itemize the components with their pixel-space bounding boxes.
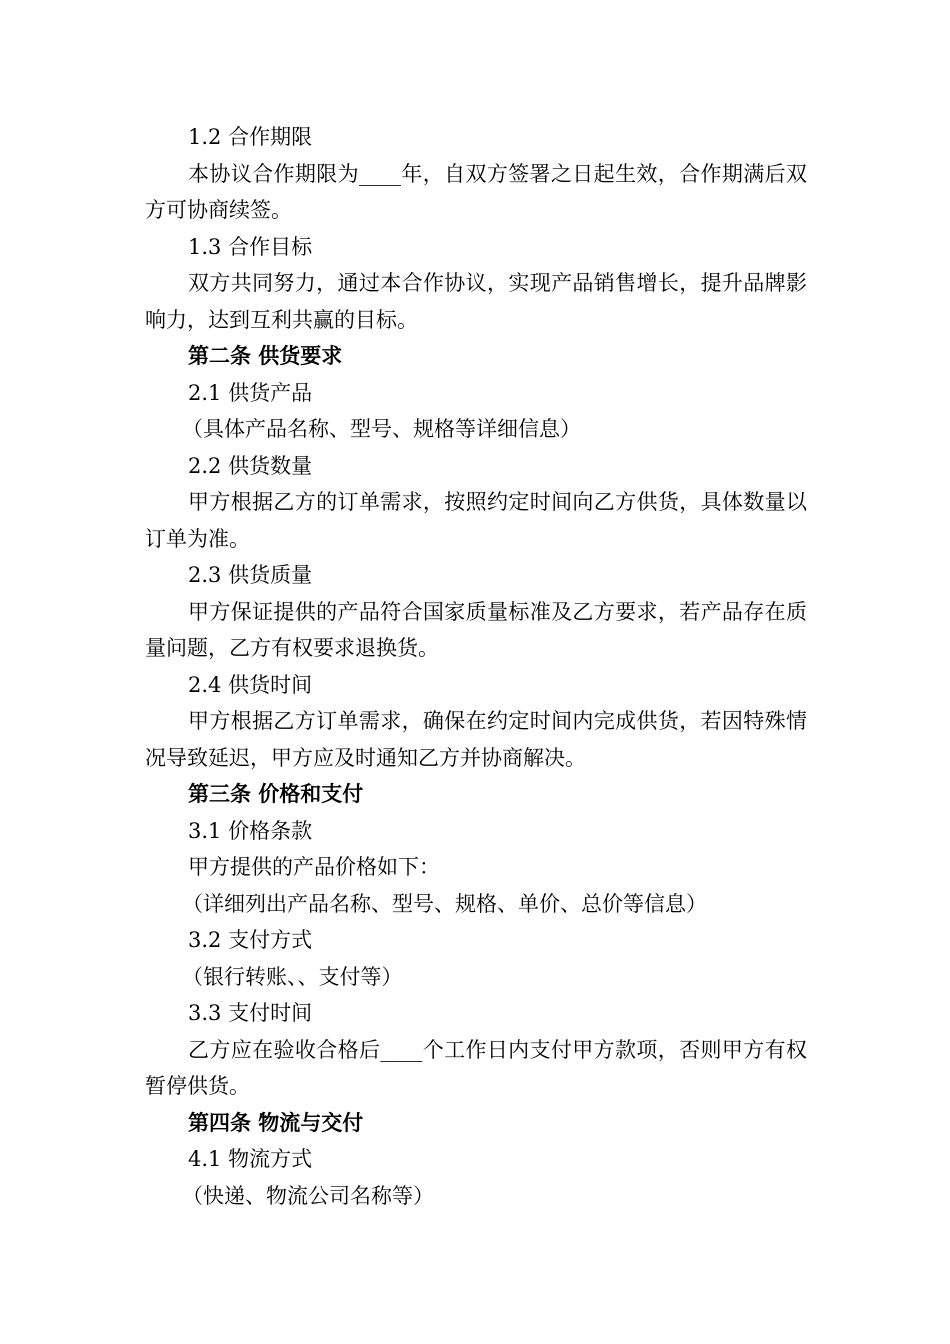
subsection-title: 1.2 合作期限 — [188, 125, 313, 149]
article-heading: 第二条 供货要求 — [188, 344, 343, 368]
subsection-title: 1.3 合作目标 — [188, 234, 313, 259]
subsection-title: 2.2 供货数量 — [188, 453, 313, 478]
body-paragraph: 甲方根据乙方的订单需求，按照约定时间向乙方供货，具体数量以订单为准。 — [145, 490, 807, 551]
body-paragraph: 甲方提供的产品价格如下： — [188, 855, 440, 879]
article-heading: 第四条 物流与交付 — [188, 1110, 364, 1135]
subsection-title: 4.1 物流方式 — [188, 1147, 313, 1171]
placeholder-note: （银行转账、、支付等） — [182, 964, 403, 989]
body-paragraph: 甲方根据乙方订单需求，确保在约定时间内完成供货，若因特殊情况导致延迟，甲方应及时通知乙方并协商解决。 — [145, 709, 807, 770]
body-paragraph: 乙方应在验收合格后____个工作日内支付甲方款项，否则甲方有权暂停供货。 — [145, 1037, 807, 1098]
body-paragraph: 甲方保证提供的产品符合国家质量标准及乙方要求，若产品存在质量问题，乙方有权要求退换货。 — [145, 599, 807, 660]
subsection-title: 3.3 支付时间 — [188, 1001, 313, 1025]
placeholder-note: （快递、物流公司名称等） — [182, 1183, 434, 1208]
subsection-title: 2.4 供货时间 — [188, 672, 313, 697]
subsection-title: 3.1 价格条款 — [188, 818, 313, 843]
article-heading: 第三条 价格和支付 — [188, 782, 364, 806]
subsection-title: 2.1 供货产品 — [188, 380, 313, 405]
document-page — [145, 119, 807, 1214]
body-paragraph: 本协议合作期限为____年，自双方签署之日起生效，合作期满后双方可协商续签。 — [145, 161, 807, 222]
placeholder-note: （详细列出产品名称、型号、规格、单价、总价等信息） — [182, 891, 707, 916]
placeholder-note: （具体产品名称、型号、规格等详细信息） — [182, 417, 581, 441]
body-paragraph: 双方共同努力，通过本合作协议，实现产品销售增长，提升品牌影响力，达到互利共赢的目标。 — [145, 271, 807, 332]
subsection-title: 3.2 支付方式 — [188, 928, 313, 952]
subsection-title: 2.3 供货质量 — [188, 563, 313, 587]
